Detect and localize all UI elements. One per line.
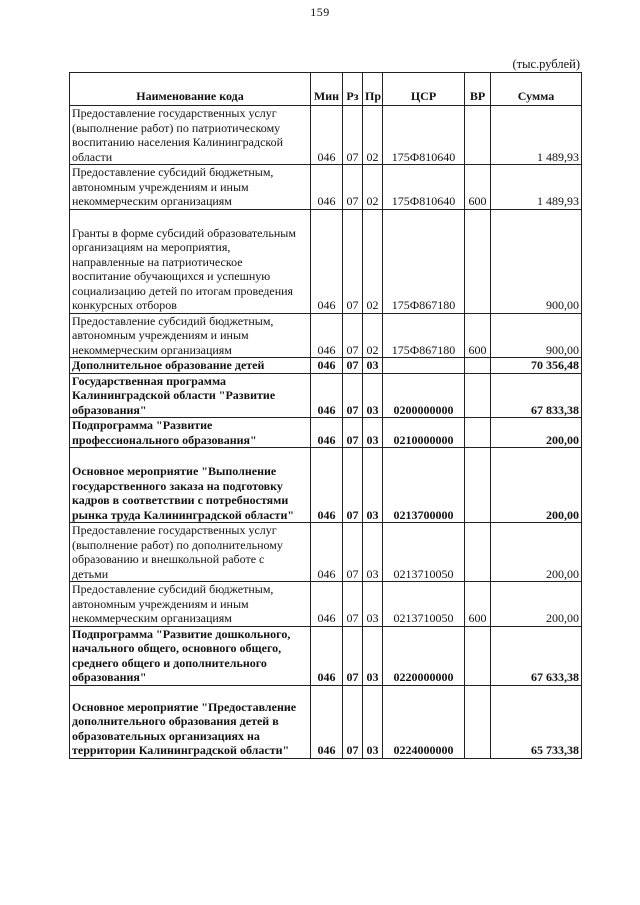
row-csr: 175Ф810640: [383, 165, 465, 210]
row-rz: 07: [343, 209, 363, 313]
row-min: 046: [311, 106, 343, 165]
row-rz: 07: [343, 358, 363, 374]
row-pr: 02: [363, 209, 383, 313]
row-rz: 07: [343, 373, 363, 418]
row-vr: 600: [465, 165, 491, 210]
row-vr: [465, 626, 491, 685]
row-sum: 67 833,38: [491, 373, 582, 418]
header-name: Наименование кода: [70, 73, 311, 106]
row-pr: 02: [363, 106, 383, 165]
row-name: Основное мероприятие "Предоставление дополнительного образования детей в образовательных организациях на территории Калининградской области": [70, 685, 311, 758]
row-pr: 03: [363, 626, 383, 685]
table-row: [70, 373, 582, 418]
row-vr: 600: [465, 313, 491, 358]
row-vr: [465, 418, 491, 448]
row-vr: [465, 523, 491, 582]
row-rz: 07: [343, 523, 363, 582]
row-csr: 175Ф810640: [383, 106, 465, 165]
row-sum: 200,00: [491, 582, 582, 627]
row-sum: 1 489,93: [491, 165, 582, 210]
row-min: 046: [311, 448, 343, 523]
table-row: [70, 418, 582, 448]
row-vr: [465, 358, 491, 374]
row-min: 046: [311, 209, 343, 313]
row-name: Гранты в форме субсидий образовательным организациям на мероприятия, направленные на патриотическое воспитание обучающихся и успешную социализацию детей по итогам проведения конкурсных отборов: [70, 209, 311, 313]
row-pr: 03: [363, 685, 383, 758]
row-rz: 07: [343, 626, 363, 685]
table-row: [70, 685, 582, 758]
row-sum: 1 489,93: [491, 106, 582, 165]
row-vr: [465, 685, 491, 758]
row-rz: 07: [343, 582, 363, 627]
row-name: Государственная программа Калининградской области "Развитие образования": [70, 373, 311, 418]
row-sum: 200,00: [491, 448, 582, 523]
header-pr: Пр: [363, 73, 383, 106]
row-min: 046: [311, 523, 343, 582]
row-csr: 0213700000: [383, 448, 465, 523]
row-csr: [383, 358, 465, 374]
row-min: 046: [311, 373, 343, 418]
row-min: 046: [311, 165, 343, 210]
row-vr: [465, 106, 491, 165]
table-row: [70, 582, 582, 627]
row-name: Предоставление субсидий бюджетным, автономным учреждениям и иным некоммерческим организациям: [70, 313, 311, 358]
table-row: [70, 106, 582, 165]
row-vr: [465, 373, 491, 418]
row-pr: 03: [363, 448, 383, 523]
row-sum: 200,00: [491, 418, 582, 448]
row-pr: 02: [363, 313, 383, 358]
row-name: Подпрограмма "Развитие профессионального образования": [70, 418, 311, 448]
row-vr: [465, 448, 491, 523]
budget-table: [69, 72, 582, 759]
row-vr: 600: [465, 582, 491, 627]
header-csr: ЦСР: [383, 73, 465, 106]
row-name: Предоставление субсидий бюджетным, автономным учреждениям и иным некоммерческим организациям: [70, 582, 311, 627]
row-name: Предоставление государственных услуг (выполнение работ) по патриотическому воспитанию населения Калининградской области: [70, 106, 311, 165]
row-csr: 0220000000: [383, 626, 465, 685]
table-row: [70, 448, 582, 523]
row-csr: 175Ф867180: [383, 313, 465, 358]
row-pr: 03: [363, 523, 383, 582]
row-pr: 02: [363, 165, 383, 210]
header-min: Мин: [311, 73, 343, 106]
row-rz: 07: [343, 685, 363, 758]
header-vr: ВР: [465, 73, 491, 106]
table-body: [70, 106, 582, 759]
table-row: [70, 358, 582, 374]
row-vr: [465, 209, 491, 313]
table-row: [70, 313, 582, 358]
row-name: Основное мероприятие "Выполнение государственного заказа на подготовку кадров в соответствии с потребностями рынка труда Калининградской области": [70, 448, 311, 523]
row-csr: 175Ф867180: [383, 209, 465, 313]
row-csr: 0224000000: [383, 685, 465, 758]
table-header-row: [70, 73, 582, 106]
row-csr: 0213710050: [383, 582, 465, 627]
row-min: 046: [311, 685, 343, 758]
row-sum: 65 733,38: [491, 685, 582, 758]
row-min: 046: [311, 626, 343, 685]
row-csr: 0213710050: [383, 523, 465, 582]
page-number: 159: [310, 5, 330, 19]
row-rz: 07: [343, 448, 363, 523]
row-rz: 07: [343, 165, 363, 210]
row-min: 046: [311, 313, 343, 358]
row-pr: 03: [363, 418, 383, 448]
header-sum: Сумма: [491, 73, 582, 106]
row-sum: 200,00: [491, 523, 582, 582]
row-pr: 03: [363, 373, 383, 418]
row-name: Предоставление субсидий бюджетным, автономным учреждениям и иным некоммерческим организациям: [70, 165, 311, 210]
row-csr: 0210000000: [383, 418, 465, 448]
table-row: [70, 626, 582, 685]
row-name: Предоставление государственных услуг (выполнение работ) по дополнительному образованию и внешкольной работе с детьми: [70, 523, 311, 582]
row-name: Подпрограмма "Развитие дошкольного, начального общего, основного общего, среднего общего и дополнительного образования": [70, 626, 311, 685]
row-rz: 07: [343, 418, 363, 448]
row-name: Дополнительное образование детей: [70, 358, 311, 374]
row-pr: 03: [363, 582, 383, 627]
row-rz: 07: [343, 106, 363, 165]
row-sum: 900,00: [491, 313, 582, 358]
table-row: [70, 209, 582, 313]
row-min: 046: [311, 418, 343, 448]
row-min: 046: [311, 582, 343, 627]
units-label: (тыс.рублей): [512, 57, 580, 71]
row-sum: 70 356,48: [491, 358, 582, 374]
row-sum: 67 633,38: [491, 626, 582, 685]
row-sum: 900,00: [491, 209, 582, 313]
header-rz: Рз: [343, 73, 363, 106]
row-rz: 07: [343, 313, 363, 358]
row-csr: 0200000000: [383, 373, 465, 418]
table-row: [70, 523, 582, 582]
row-min: 046: [311, 358, 343, 374]
table-row: [70, 165, 582, 210]
row-pr: 03: [363, 358, 383, 374]
